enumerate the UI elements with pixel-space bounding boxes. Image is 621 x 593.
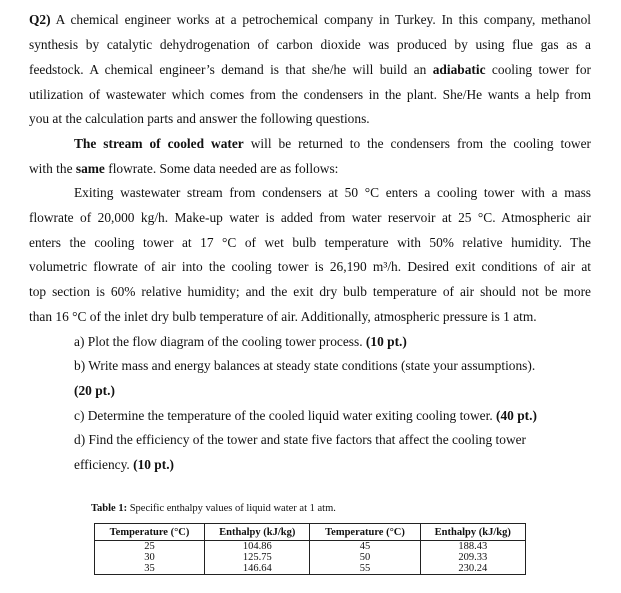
part-c: c) Determine the temperature of the cooled liquid water exiting cooling tower. (40 pt.) bbox=[74, 408, 537, 423]
table-cell: 125.75 bbox=[205, 552, 310, 563]
part-d-cont: efficiency. (10 pt.) bbox=[74, 457, 175, 472]
table-cell: 35 bbox=[95, 563, 205, 575]
table-header-row bbox=[95, 524, 526, 541]
question-label: Q2) bbox=[29, 12, 51, 27]
part-b-points: (20 pt.) bbox=[74, 383, 115, 398]
table-caption: Table 1: Specific enthalpy values of liquid water at 1 atm. bbox=[91, 503, 336, 514]
part-b: b) Write mass and energy balances at steady state conditions (state your assumptions). bbox=[74, 358, 536, 373]
line-1: Q2) A chemical engineer works at a petrochemical company in Turkey. In this company, methanol bbox=[29, 12, 591, 27]
enthalpy-table bbox=[94, 523, 526, 575]
line-12: top section is 60% relative humidity; and the exit dry bulb temperature of air should not be more bbox=[29, 284, 591, 299]
table-cell: 146.64 bbox=[205, 563, 310, 575]
column-header: Temperature (°C) bbox=[95, 524, 205, 541]
table-row bbox=[95, 552, 526, 563]
table-cell: 25 bbox=[95, 541, 205, 553]
line-8: Exiting wastewater stream from condensers at 50 °C enters a cooling tower with a mass bbox=[74, 185, 591, 200]
line-5: you at the calculation parts and answer the following questions. bbox=[29, 111, 370, 126]
part-d: d) Find the efficiency of the tower and state five factors that affect the cooling tower bbox=[74, 432, 527, 447]
table-cell: 45 bbox=[310, 541, 420, 553]
table-cell: 209.33 bbox=[420, 552, 526, 563]
column-header: Enthalpy (kJ/kg) bbox=[205, 524, 310, 541]
line-7: with the same flowrate. Some data needed are as follows: bbox=[29, 161, 339, 176]
table-cell: 50 bbox=[310, 552, 420, 563]
line-10: enters the cooling tower at 17 °C of wet bulb temperature with 50% relative humidity. The bbox=[29, 235, 591, 250]
line-4: utilization of wastewater which comes from the condensers in the plant. She/He wants a help from bbox=[29, 87, 591, 102]
line-2: synthesis by catalytic dehydrogenation of carbon dioxide was produced by using flue gas as a bbox=[29, 37, 591, 52]
line-11: volumetric flowrate of air into the cooling tower is 26,190 m³/h. Desired exit conditions of air at bbox=[29, 259, 591, 274]
line-13: than 16 °C of the inlet dry bulb temperature of air. Additionally, atmospheric pressure is 1 atm. bbox=[29, 309, 537, 324]
table-cell: 104.86 bbox=[205, 541, 310, 553]
line-3: feedstock. A chemical engineer’s demand is that she/he will build an adiabatic cooling tower for bbox=[29, 62, 591, 77]
part-a: a) Plot the flow diagram of the cooling tower process. (10 pt.) bbox=[74, 334, 407, 349]
table-cell: 230.24 bbox=[420, 563, 526, 575]
column-header: Temperature (°C) bbox=[310, 524, 420, 541]
table-row bbox=[95, 541, 526, 553]
table-cell: 30 bbox=[95, 552, 205, 563]
table-row bbox=[95, 563, 526, 575]
table-cell: 188.43 bbox=[420, 541, 526, 553]
line-9: flowrate of 20,000 kg/h. Make-up water is added from water reservoir at 25 °C. Atmospheric air bbox=[29, 210, 591, 225]
line-6: The stream of cooled water will be returned to the condensers from the cooling tower bbox=[74, 136, 591, 151]
column-header: Enthalpy (kJ/kg) bbox=[420, 524, 526, 541]
table-cell: 55 bbox=[310, 563, 420, 575]
